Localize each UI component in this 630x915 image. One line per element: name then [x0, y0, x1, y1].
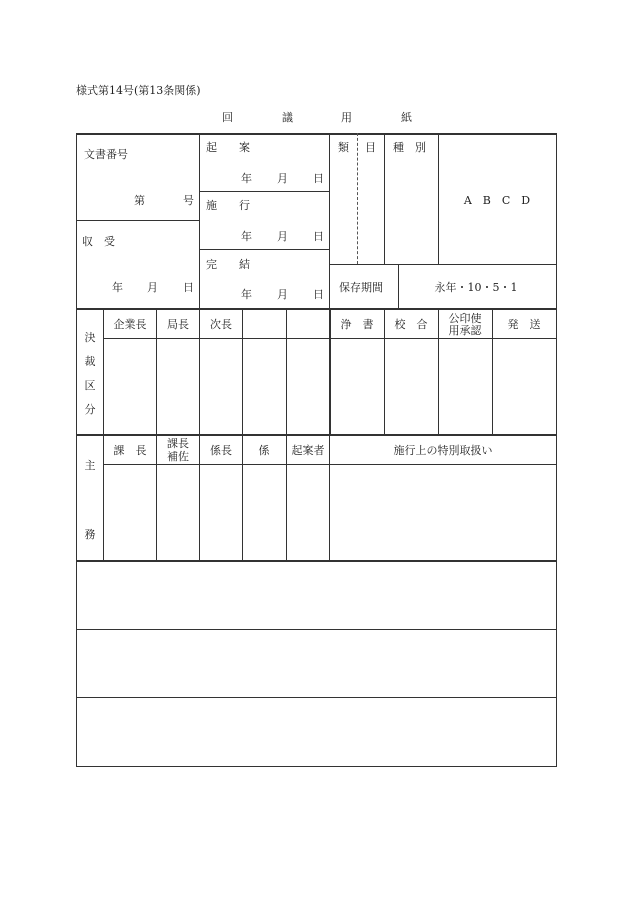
title-char: 議	[282, 111, 293, 124]
kessai-side-label: 決	[84, 331, 96, 344]
class-shubetsu: 種 別	[393, 141, 426, 154]
kessai-header-kyokucho: 局長	[167, 318, 189, 331]
title-char: 回	[222, 111, 233, 124]
shumu-header-kakari: 係	[258, 444, 270, 457]
draft-year: 年	[241, 172, 252, 185]
shumu-header-kacho: 課 長	[113, 444, 147, 457]
received-day: 日	[183, 281, 194, 294]
enforce-day: 日	[313, 230, 324, 243]
shumu-side-label: 務	[84, 528, 96, 541]
form-number: 様式第14号(第13条関係)	[76, 84, 201, 97]
kessai-header-josho: 浄 書	[340, 318, 374, 331]
kessai-header-koin-2: 用承認	[448, 324, 482, 337]
shumu-header-kiansha: 起案者	[291, 444, 325, 457]
enforce-label: 施 行	[206, 199, 250, 212]
kessai-header-kigyocho: 企業長	[113, 318, 147, 331]
enforce-year: 年	[241, 230, 252, 243]
kessai-header-jicho: 次長	[210, 318, 232, 331]
doc-number-dai: 第	[134, 194, 145, 207]
title-char: 紙	[401, 111, 412, 124]
enforce-month: 月	[277, 230, 288, 243]
received-label: 収 受	[82, 235, 115, 248]
draft-month: 月	[277, 172, 288, 185]
doc-number-go: 号	[183, 194, 194, 207]
kessai-side-label: 裁	[84, 355, 96, 368]
draft-day: 日	[313, 172, 324, 185]
title-char: 用	[341, 111, 352, 124]
received-year: 年	[112, 281, 123, 294]
kessai-header-kogo: 校 合	[394, 318, 428, 331]
complete-month: 月	[277, 288, 288, 301]
shumu-header-kakaricho: 係長	[210, 444, 232, 457]
kessai-side-label: 区	[84, 379, 96, 392]
complete-label: 完 結	[206, 258, 250, 271]
draft-label: 起 案	[206, 141, 250, 154]
shumu-header-hosa-1: 課長	[167, 437, 189, 450]
special-handling-label: 施行上の特別取扱い	[393, 444, 493, 457]
shumu-side-label: 主	[84, 459, 96, 472]
class-grades: A B C D	[463, 194, 531, 207]
complete-day: 日	[313, 288, 324, 301]
kessai-side-label: 分	[84, 403, 96, 416]
retention-value: 永年・10・5・1	[434, 281, 518, 294]
class-moku: 目	[365, 141, 376, 154]
kessai-header-koin-1: 公印使	[448, 312, 482, 325]
complete-year: 年	[241, 288, 252, 301]
shumu-header-hosa-2: 補佐	[167, 450, 189, 463]
received-month: 月	[147, 281, 158, 294]
retention-label: 保存期間	[339, 281, 383, 294]
doc-number-label: 文書番号	[84, 148, 128, 161]
class-rui: 類	[338, 141, 349, 154]
kessai-header-hasso: 発 送	[507, 318, 541, 331]
